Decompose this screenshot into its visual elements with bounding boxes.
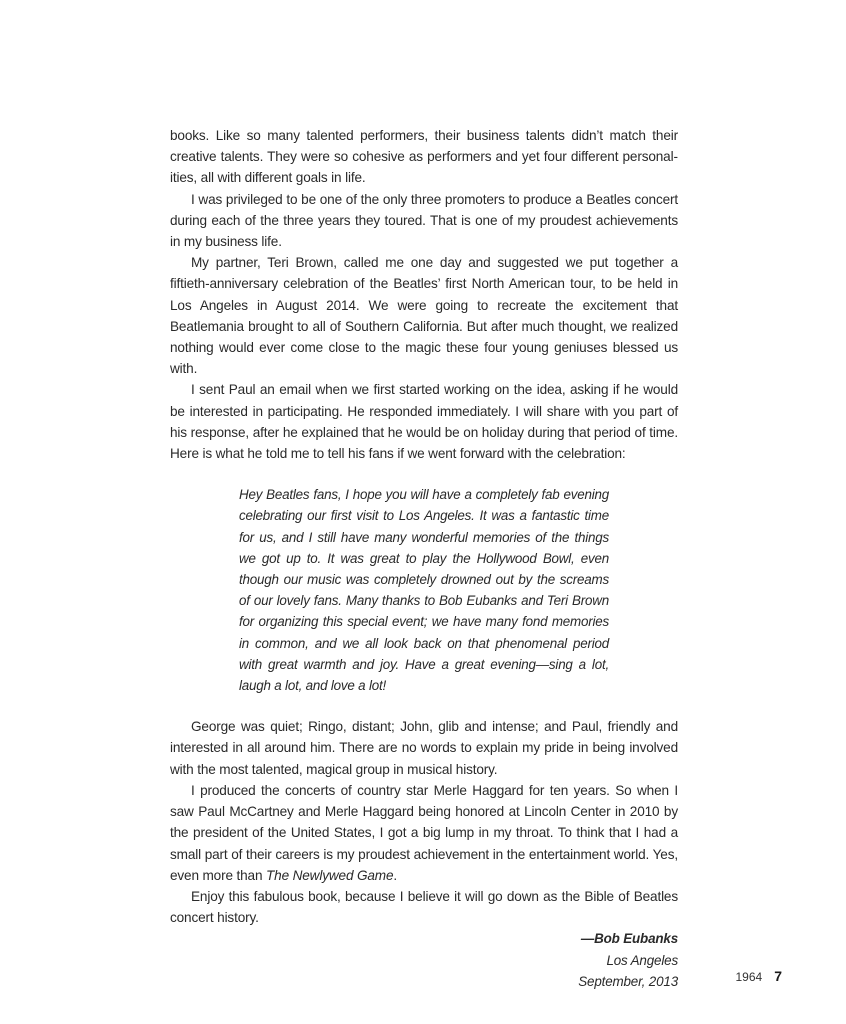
running-footer-section: 1964 <box>735 970 763 984</box>
paragraph-6 <box>170 780 678 886</box>
paragraph-6-end: . <box>393 867 398 883</box>
paragraph-2: I was privileged to be one of the only three promoters to produce a Beatles concert during each of the three years they toured. That is one of my proudest achievements in my business life. <box>170 191 678 250</box>
paragraph-5: George was quiet; Ringo, distant; John, glib and intense; and Paul, friendly and interested in all around him. There are no words to explain my pride in being involved with the most talented, magical group in musical history. <box>170 719 678 777</box>
page-footer <box>736 968 783 984</box>
block-quote: Hey Beatles fans, I hope you will have a completely fab evening celebrating our first visit to Los Angeles. It was a fantastic time for us, and I still have many wonderful memories of the things we got up to. It was great to play the Hollywood Bowl, even though our music was completely drowned out by the screams of our lovely fans. Many thanks to Bob Eubanks and Teri Brown for organizing this special event; we have many fond memories in common, and we all look back on that phenomenal period with great warmth and joy. Have a great evening—sing a lot, laugh a lot, and love a lot! <box>239 487 609 694</box>
signature-name: —Bob Eubanks <box>580 931 678 947</box>
signature-place: Los Angeles <box>606 952 678 968</box>
page-number: 7 <box>774 968 782 984</box>
paragraph-4: I sent Paul an email when we first started working on the idea, asking if he would be interested in participating. He responded immediately. I will share with you part of his response, after he explained that he would be on holiday during that period of time. Here is what he told me to tell his fans if we went forward with the celebration: <box>170 382 678 462</box>
signature-block <box>170 928 678 992</box>
paragraph-1: books. Like so many talented performers, their business talents didn’t match their creative talents. They were so cohesive as performers and yet four different personalities, all with different goals in life. <box>170 128 678 186</box>
body-text <box>170 125 678 992</box>
signature-date: September, 2013 <box>578 973 678 989</box>
paragraph-6-text: I produced the concerts of country star Merle Haggard for ten years. So when I saw Paul McCartney and Merle Haggard being honored at Lincoln Center in 2010 by the president of the United States, I got a big lump in my throat. To think that I had a small part of their careers is my proudest achievement in the entertainment world. Yes, even more than <box>170 782 678 883</box>
paragraph-7: Enjoy this fabulous book, because I believe it will go down as the Bible of Beatles concert history. <box>170 888 678 926</box>
paragraph-3: My partner, Teri Brown, called me one day and suggested we put together a fiftieth-anniversary celebration of the Beatles’ first North American tour, to be held in Los Angeles in August 2014. We were going to recreate the excitement that Beatlemania brought to all of Southern California. But after much thought, we realized nothing would ever come close to the magic these four young geniuses blessed us with. <box>170 255 678 377</box>
show-title: The Newlywed Game <box>266 867 394 883</box>
